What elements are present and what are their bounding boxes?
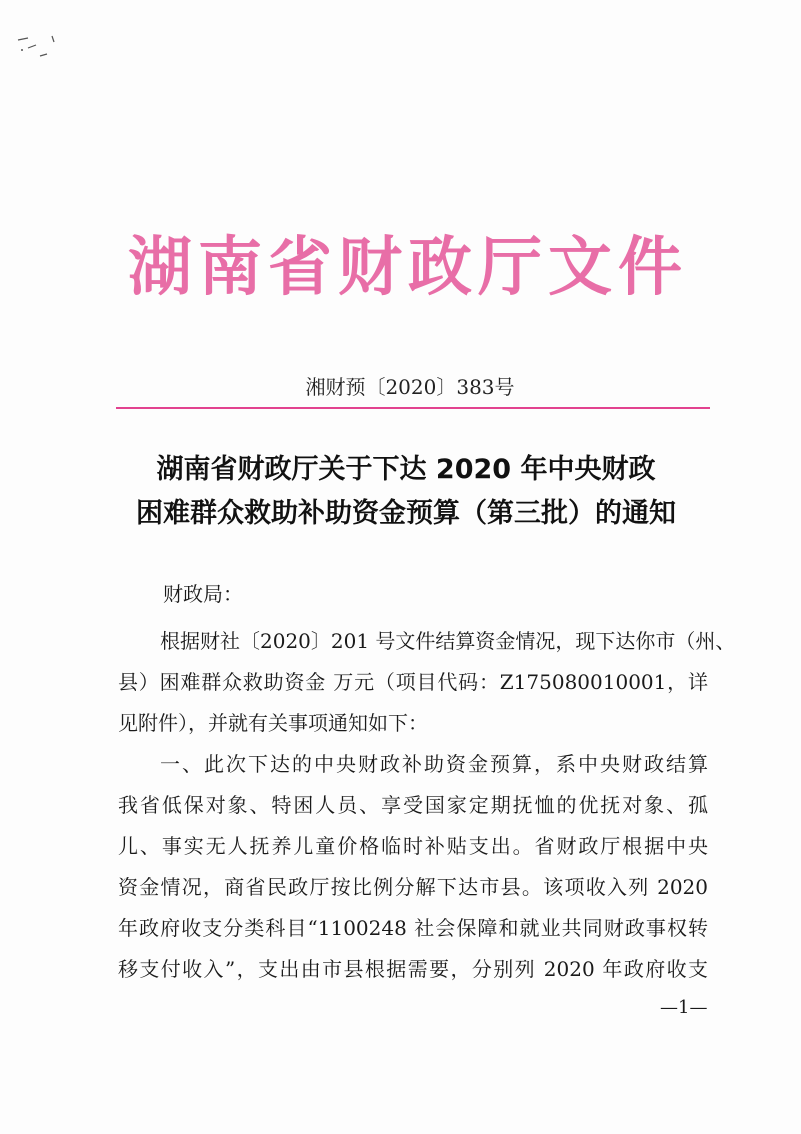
document-title-line-2: 困难群众救助补助资金预算（第三批）的通知 bbox=[136, 498, 676, 529]
document-number: 湘财预〔2020〕383号 bbox=[305, 375, 515, 399]
issuer-header-title: 湖南省财政厅文件 bbox=[128, 231, 688, 305]
document-title-line-1: 湖南省财政厅关于下达 2020 年中央财政 bbox=[156, 454, 656, 485]
red-separator-line bbox=[116, 407, 710, 409]
body-line: 一、此次下达的中央财政补助资金预算，系中央财政结算 bbox=[160, 752, 708, 776]
body-line: 见附件），并就有关事项通知如下： bbox=[118, 711, 428, 735]
body-line: 儿、事实无人抚养儿童价格临时补贴支出。省财政厅根据中央 bbox=[118, 834, 708, 858]
page-number: —1— bbox=[660, 997, 708, 1018]
body-line: 我省低保对象、特困人员、享受国家定期抚恤的优抚对象、孤 bbox=[118, 793, 708, 817]
document-title bbox=[96, 448, 716, 536]
body-line: 根据财社〔2020〕201 号文件结算资金情况，现下达你市（州、 bbox=[160, 629, 736, 653]
body-line: 年政府收支分类科目“1100248 社会保障和就业共同财政事权转 bbox=[118, 916, 708, 940]
body-line: 资金情况，商省民政厅按比例分解下达市县。该项收入列 2020 bbox=[118, 875, 708, 899]
body-line: 移支付收入”，支出由市县根据需要，分别列 2020 年政府收支 bbox=[118, 957, 708, 981]
body-line: 县）困难群众救助资金 万元（项目代码：Z175080010001，详 bbox=[118, 670, 708, 694]
scan-artifact-mark bbox=[14, 28, 60, 68]
addressee: 财政局： bbox=[163, 582, 243, 606]
